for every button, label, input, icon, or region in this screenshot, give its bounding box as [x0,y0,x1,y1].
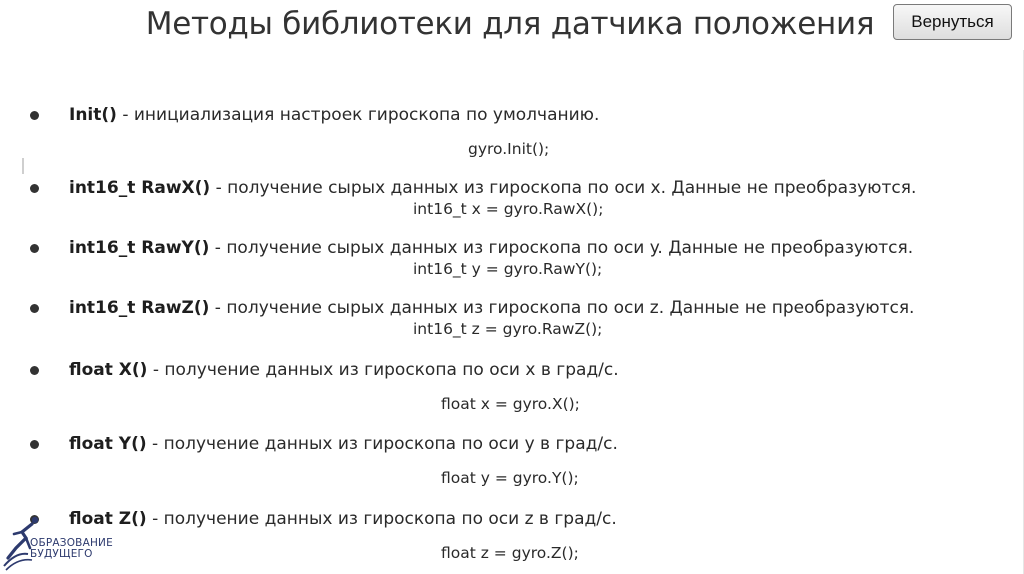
code-example: int16_t x = gyro.RawX(); [413,200,604,218]
method-line [69,433,618,455]
method-name: int16_t RawZ() [69,298,210,318]
method-line [69,104,599,126]
method-name: int16_t RawX() [69,178,211,198]
logo [2,514,132,572]
method-description: - получение данных из гироскопа по оси z в град/с. [146,509,617,529]
slide-title: Методы библиотеки для датчика положения [145,6,875,42]
method-line [69,177,916,199]
method-name: float Z() [69,509,147,529]
method-name: Init() [69,105,117,125]
method-name: float Y() [69,434,147,454]
method-line [69,508,617,530]
code-example: float z = gyro.Z(); [441,544,579,562]
code-example: int16_t z = gyro.RawZ(); [413,320,603,338]
code-example: int16_t y = gyro.RawY(); [413,260,603,278]
method-name: int16_t RawY() [69,238,210,258]
bullet-icon [30,244,39,253]
code-example: gyro.Init(); [468,140,550,158]
method-line [69,237,913,259]
method-description: - получение сырых данных из гироскопа по оси z. Данные не преобразуются. [209,298,915,318]
bullet-icon [30,111,39,120]
bullet-icon [30,304,39,313]
bullet-icon [30,440,39,449]
logo-text-line2: БУДУЩЕГО [30,548,93,560]
code-example: float x = gyro.X(); [441,395,580,413]
side-tick-mark [22,158,24,174]
code-example: float y = gyro.Y(); [441,469,579,487]
method-description: - получение данных из гироскопа по оси x в град/с. [147,360,619,380]
bullet-icon [30,366,39,375]
bullet-icon [30,184,39,193]
method-line [69,297,914,319]
method-description: - получение данных из гироскопа по оси y в град/с. [146,434,618,454]
method-line [69,359,619,381]
method-description: - получение сырых данных из гироскопа по оси x. Данные не преобразуются. [210,178,917,198]
method-description: - получение сырых данных из гироскопа по оси y. Данные не преобразуются. [209,238,914,258]
logo-text-line1: ОБРАЗОВАНИЕ [30,537,113,549]
method-name: float X() [69,360,148,380]
back-button[interactable]: Вернуться [893,4,1012,40]
method-description: - инициализация настроек гироскопа по умолчанию. [116,105,600,125]
